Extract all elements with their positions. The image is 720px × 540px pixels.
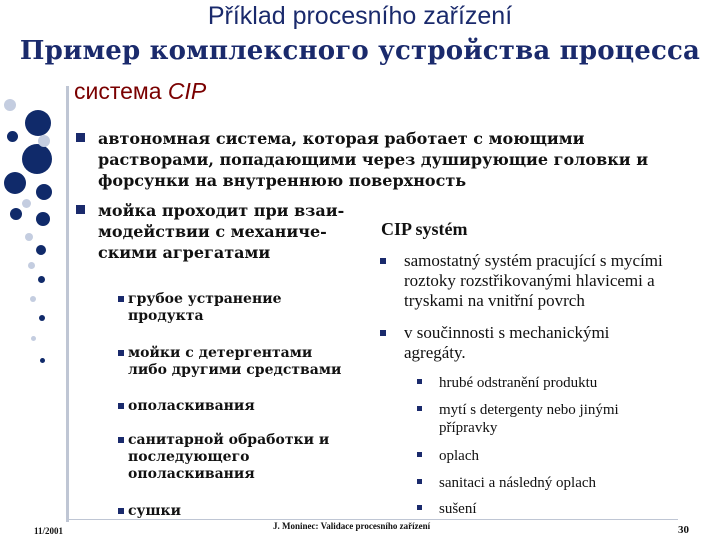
page-number: 30 bbox=[678, 524, 689, 536]
checkbox-bullet-icon bbox=[118, 437, 124, 443]
square-bullet-icon bbox=[417, 406, 422, 411]
checkbox-bullet-icon bbox=[76, 133, 85, 142]
section-subtitle: система CIP bbox=[74, 78, 207, 104]
square-bullet-icon bbox=[380, 258, 386, 264]
vertical-rule bbox=[66, 86, 69, 522]
square-bullet-icon bbox=[417, 379, 422, 384]
slide-title-russian: Пример комплексного устройства процесса bbox=[19, 36, 701, 66]
checkbox-bullet-icon bbox=[118, 508, 124, 514]
checkbox-bullet-icon bbox=[118, 296, 124, 302]
checkbox-bullet-icon bbox=[118, 403, 124, 409]
slide-title-czech: Příklad procesního zařízení bbox=[207, 2, 513, 30]
square-bullet-icon bbox=[417, 452, 422, 457]
checkbox-bullet-icon bbox=[118, 350, 124, 356]
square-bullet-icon bbox=[417, 505, 422, 510]
checkbox-bullet-icon bbox=[76, 205, 85, 214]
square-bullet-icon bbox=[380, 330, 386, 336]
footer-date: 11/2001 bbox=[34, 526, 64, 536]
square-bullet-icon bbox=[417, 479, 422, 484]
czech-heading: CIP systém bbox=[381, 219, 468, 239]
footer-source: J. Moninec: Validace procesního zařízení bbox=[273, 521, 431, 531]
